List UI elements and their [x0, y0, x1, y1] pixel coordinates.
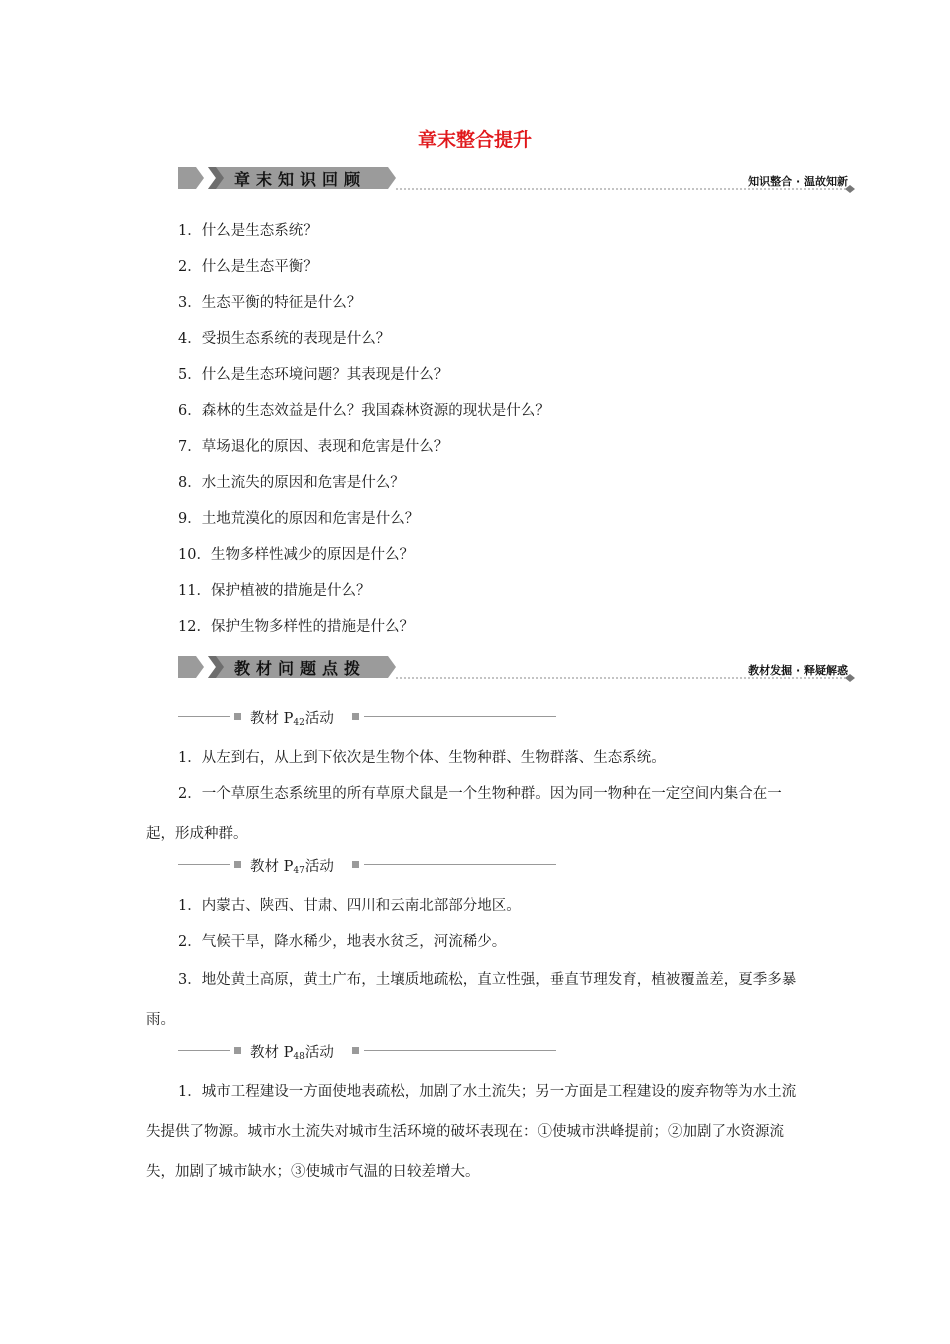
activity-heading: 教材 $P_{47}$活动: [250, 859, 334, 876]
answer-paragraph: 1．从左到右，从上到下依次是生物个体、生物种群、生物群落、生态系统。: [178, 750, 666, 766]
question-item: 11．保护植被的措施是什么？: [178, 583, 371, 599]
question-item: 9．土地荒漠化的原因和危害是什么？: [178, 511, 420, 527]
question-item: 12．保护生物多样性的措施是什么？: [178, 619, 414, 635]
question-item: 2．什么是生态平衡？: [178, 259, 318, 275]
section-label: 教材问题点拨: [234, 659, 367, 678]
question-item: 8．水土流失的原因和危害是什么？: [178, 475, 405, 491]
answer-paragraph: 1．内蒙古、陕西、甘肃、四川和云南北部部分地区。: [178, 898, 521, 914]
activity-divider: [178, 1041, 556, 1061]
section-label: 章末知识回顾: [234, 170, 367, 189]
page-title: 章末整合提升: [417, 129, 532, 151]
question-item: 5．什么是生态环境问题？其表现是什么？: [178, 367, 449, 383]
section-banner-textbook: [178, 652, 860, 682]
question-item: 10．生物多样性减少的原因是什么？: [178, 547, 414, 563]
answer-paragraph: 2．一个草原生态系统里的所有草原犬鼠是一个生物种群。因为同一物种在一定空间内集合在一起，形成种群。: [146, 786, 782, 842]
section-tagline: 知识整合 · 温故知新: [748, 175, 848, 188]
section-banner-review: [178, 163, 860, 193]
activity-divider: [178, 707, 556, 727]
answer-paragraph: 2．气候干旱，降水稀少，地表水贫乏，河流稀少。: [178, 934, 507, 950]
question-item: 1．什么是生态系统？: [178, 223, 318, 239]
question-item: 3．生态平衡的特征是什么？: [178, 295, 362, 311]
section-tagline: 教材发掘 · 释疑解惑: [748, 664, 848, 677]
activity-heading: 教材 $P_{48}$活动: [250, 1045, 334, 1062]
question-item: 6．森林的生态效益是什么？我国森林资源的现状是什么？: [178, 403, 550, 419]
answer-paragraph: 3．地处黄土高原，黄土广布，土壤质地疏松，直立性强，垂直节理发育，植被覆盖差，夏季多暴雨。: [146, 972, 797, 1028]
activity-divider: [178, 855, 556, 875]
answer-paragraph: 1．城市工程建设一方面使地表疏松，加剧了水土流失；另一方面是工程建设的废弃物等为水土流失提供了物源。城市水土流失对城市生活环境的破坏表现在：①使城市洪峰提前；②加剧了水资源流失，加剧了城市缺水；③使城市气温的日较差增大。: [146, 1084, 797, 1180]
question-item: 4．受损生态系统的表现是什么？: [178, 331, 391, 347]
activity-heading: 教材 $P_{42}$活动: [250, 711, 334, 728]
question-item: 7．草场退化的原因、表现和危害是什么？: [178, 439, 449, 455]
